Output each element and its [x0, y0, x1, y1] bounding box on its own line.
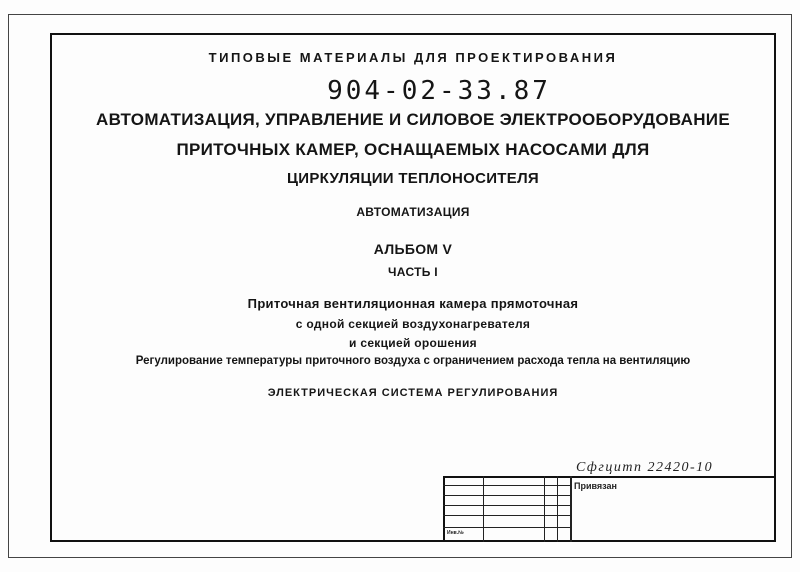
attached-label: Привязан [574, 481, 617, 491]
system-name: ЭЛЕКТРИЧЕСКАЯ СИСТЕМА РЕГУЛИРОВАНИЯ [267, 387, 559, 399]
inventory-number: Сфгцитп 22420-10 [576, 460, 714, 475]
stamp-row-divider [443, 527, 570, 528]
stamp-row-divider [443, 515, 570, 516]
stamp-row-divider [443, 485, 570, 486]
stamp-column-divider [570, 476, 572, 542]
description-line-1: Приточная вентиляционная камера прямоточная [247, 296, 579, 311]
title-line-1: АВТОМАТИЗАЦИЯ, УПРАВЛЕНИЕ И СИЛОВОЕ ЭЛЕКТРООБОРУДОВАНИЕ [96, 110, 730, 129]
title-line-3: ЦИРКУЛЯЦИИ ТЕПЛОНОСИТЕЛЯ [287, 170, 539, 187]
album-label: АЛЬБОМ V [373, 241, 453, 257]
description-line-4: Регулирование температуры приточного воздуха с ограничением расхода тепла на вентиляцию [135, 355, 691, 367]
part-label: ЧАСТЬ I [388, 265, 438, 279]
section-name: АВТОМАТИЗАЦИЯ [356, 205, 470, 219]
description-line-3: и секцией орошения [349, 336, 477, 350]
inventory-label: Инв.№ [447, 530, 464, 536]
title-line-2: ПРИТОЧНЫХ КАМЕР, ОСНАЩАЕМЫХ НАСОСАМИ ДЛЯ [176, 140, 650, 159]
stamp-row-divider [443, 505, 570, 506]
description-line-2: с одной секцией воздухонагревателя [295, 317, 531, 331]
stamp-row-divider [443, 495, 570, 496]
series-heading: ТИПОВЫЕ МАТЕРИАЛЫ ДЛЯ ПРОЕКТИРОВАНИЯ [208, 50, 618, 65]
document-code: 904-02-33.87 [327, 76, 551, 106]
